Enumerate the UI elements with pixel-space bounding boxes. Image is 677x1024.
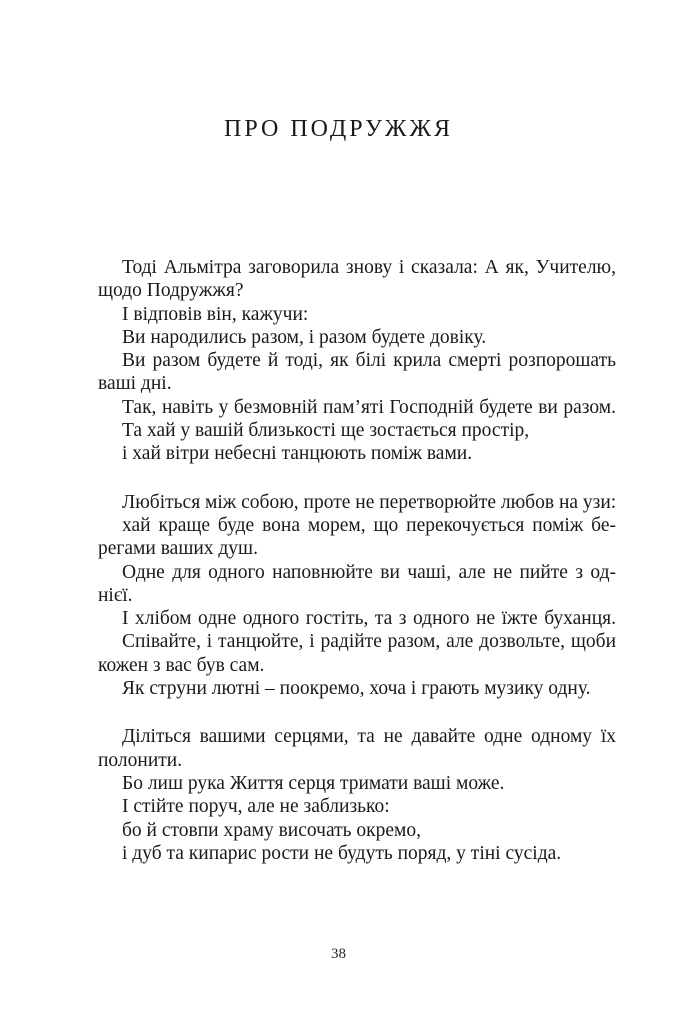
stanza-gap (98, 700, 616, 725)
text-line: регами ваших душ. (98, 538, 258, 560)
stanza-gap (98, 466, 616, 491)
text-line: кожен з вас був сам. (98, 654, 265, 676)
text-line: Ви разом будете й тоді, як білі крила смерті розпорошать (122, 350, 616, 372)
text-line: нієї. (98, 584, 133, 606)
text-line: Та хай у вашій близькості ще зостається простір, (122, 420, 530, 442)
text-line: Співайте, і танцюйте, і радійте разом, але дозвольте, щоби (122, 631, 616, 653)
text-line: Бо лиш рука Життя серця тримати ваші може. (122, 772, 505, 794)
poem-body (98, 256, 616, 865)
text-line: щодо Подружжя? (98, 280, 244, 302)
text-line: бо й стовпи храму височать окремо, (122, 819, 421, 841)
text-line: І відповів він, кажучи: (122, 303, 309, 325)
chapter-title: ПРО ПОДРУЖЖЯ (224, 116, 453, 142)
stanza-1 (98, 256, 616, 466)
text-line: ваші дні. (98, 373, 172, 395)
text-line: Любіться між собою, проте не перетворюйте любов на узи: (122, 491, 617, 513)
text-line: і дуб та кипарис рости не будуть поряд, у тіні сусіда. (122, 842, 562, 864)
text-line: Ви народились разом, і разом будете довіку. (122, 326, 487, 348)
stanza-3 (98, 725, 616, 865)
text-line: хай краще буде вона морем, що перекочується поміж бе- (122, 514, 616, 536)
text-line: Як струни лютні – поокремо, хоча і грають музику одну. (122, 678, 591, 700)
text-line: і хай вітри небесні танцюють поміж вами. (122, 443, 473, 465)
text-line: І хлібом одне одного гостіть, та з одного не їжте буханця. (122, 608, 616, 630)
text-line: полонити. (98, 749, 183, 771)
page-number: 38 (331, 946, 346, 962)
stanza-2 (98, 491, 616, 701)
text-line: Так, навіть у безмовній пам’яті Господній будете ви разом. (122, 396, 616, 418)
text-line: Тоді Альмітра заговорила знову і сказала: А як, Учителю, (122, 257, 616, 278)
text-line: І стійте поруч, але не заблизько: (122, 796, 390, 818)
text-line: Діліться вашими серцями, та не давайте одне одному їх (122, 726, 616, 748)
text-line: Одне для одного наповнюйте ви чаші, але не пийте з од- (122, 561, 616, 583)
